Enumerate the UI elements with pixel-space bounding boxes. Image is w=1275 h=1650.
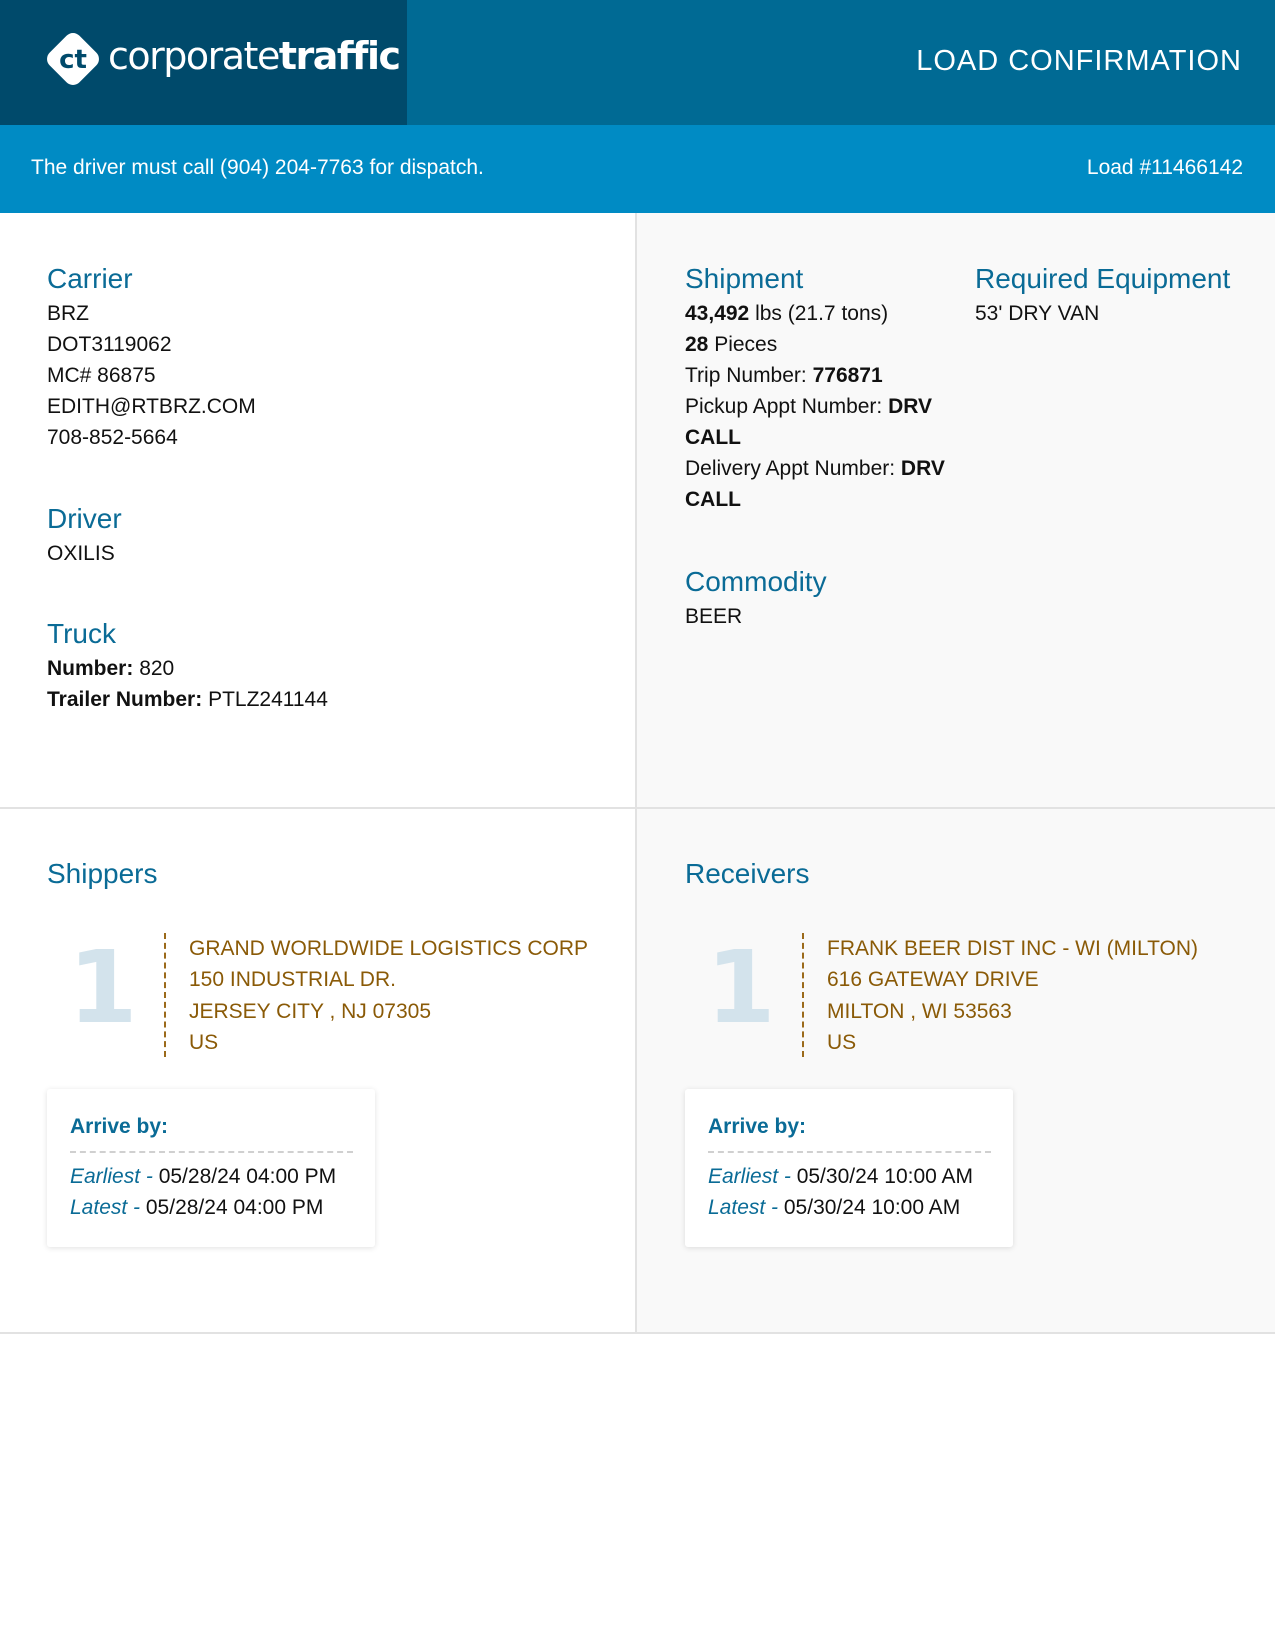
carrier-name: BRZ <box>47 302 89 325</box>
receivers-panel <box>637 809 1275 1334</box>
receiver-name: FRANK BEER DIST INC - WI (MILTON) <box>827 937 1199 960</box>
latest-time: Latest - 05/28/24 04:00 PM <box>70 1196 324 1219</box>
logo-text-bold: traffic <box>278 34 400 78</box>
logo-wordmark <box>108 34 400 78</box>
arrive-by-label: Arrive by: <box>708 1115 807 1138</box>
shipper-arrive-card <box>47 1089 375 1247</box>
stop-number: 1 <box>706 929 776 1046</box>
equipment-value: 53' DRY VAN <box>975 302 1100 325</box>
earliest-time: Earliest - 05/28/24 04:00 PM <box>70 1165 337 1188</box>
shipper-name: GRAND WORLDWIDE LOGISTICS CORP <box>189 937 589 960</box>
commodity-value: BEER <box>685 605 743 628</box>
carrier-phone: 708-852-5664 <box>47 426 178 449</box>
shippers-panel <box>0 809 637 1334</box>
receiver-street: 616 GATEWAY DRIVE <box>827 968 1039 991</box>
delivery-appt: Delivery Appt Number: DRV <box>685 457 945 480</box>
divider <box>708 1151 991 1153</box>
commodity-title: Commodity <box>685 566 827 597</box>
shippers-title: Shippers <box>47 858 158 889</box>
stop-number: 1 <box>68 929 138 1046</box>
shipper-city: JERSEY CITY , NJ 07305 <box>189 1000 432 1023</box>
carrier-title: Carrier <box>47 263 133 294</box>
ct-logo-icon <box>42 28 104 90</box>
dispatch-text: The driver must call (904) 204-7763 for dispatch. <box>31 156 484 179</box>
shipment-title: Shipment <box>685 263 804 294</box>
logo-text-light: corporate <box>108 34 279 78</box>
stop-divider <box>164 933 166 1057</box>
equipment-title: Required Equipment <box>975 263 1231 294</box>
carrier-mc: MC# 86875 <box>47 364 156 387</box>
receiver-arrive-card <box>685 1089 1013 1247</box>
driver-title: Driver <box>47 503 122 534</box>
driver-name: OXILIS <box>47 542 115 565</box>
truck-title: Truck <box>47 618 116 649</box>
pickup-appt-cont: CALL <box>685 426 741 449</box>
trailer-number: Trailer Number: PTLZ241144 <box>47 688 328 711</box>
earliest-time: Earliest - 05/30/24 10:00 AM <box>708 1165 973 1188</box>
pickup-appt: Pickup Appt Number: DRV <box>685 395 933 418</box>
logo-mark-text: ct <box>59 45 87 75</box>
stop-divider <box>802 933 804 1057</box>
receiver-country: US <box>827 1031 857 1054</box>
delivery-appt-cont: CALL <box>685 488 741 511</box>
shipper-country: US <box>189 1031 219 1054</box>
shipment-weight: 43,492 lbs (21.7 tons) <box>685 302 889 325</box>
document-title: LOAD CONFIRMATION <box>916 45 1242 77</box>
load-number: Load #11466142 <box>1086 156 1243 179</box>
header <box>0 0 1275 125</box>
carrier-panel <box>0 213 637 809</box>
shipment-pieces: 28 Pieces <box>685 333 778 356</box>
divider <box>70 1151 353 1153</box>
carrier-dot: DOT3119062 <box>47 333 172 356</box>
carrier-email: EDITH@RTBRZ.COM <box>47 395 256 418</box>
shipment-panel <box>637 213 1275 809</box>
latest-time: Latest - 05/30/24 10:00 AM <box>708 1196 961 1219</box>
shipper-street: 150 INDUSTRIAL DR. <box>189 968 396 991</box>
arrive-by-label: Arrive by: <box>70 1115 169 1138</box>
receiver-city: MILTON , WI 53563 <box>827 1000 1012 1023</box>
logo <box>0 0 407 125</box>
truck-number: Number: 820 <box>47 657 175 680</box>
trip-number: Trip Number: 776871 <box>685 364 883 387</box>
receivers-title: Receivers <box>685 858 810 889</box>
dispatch-banner <box>0 125 1275 213</box>
